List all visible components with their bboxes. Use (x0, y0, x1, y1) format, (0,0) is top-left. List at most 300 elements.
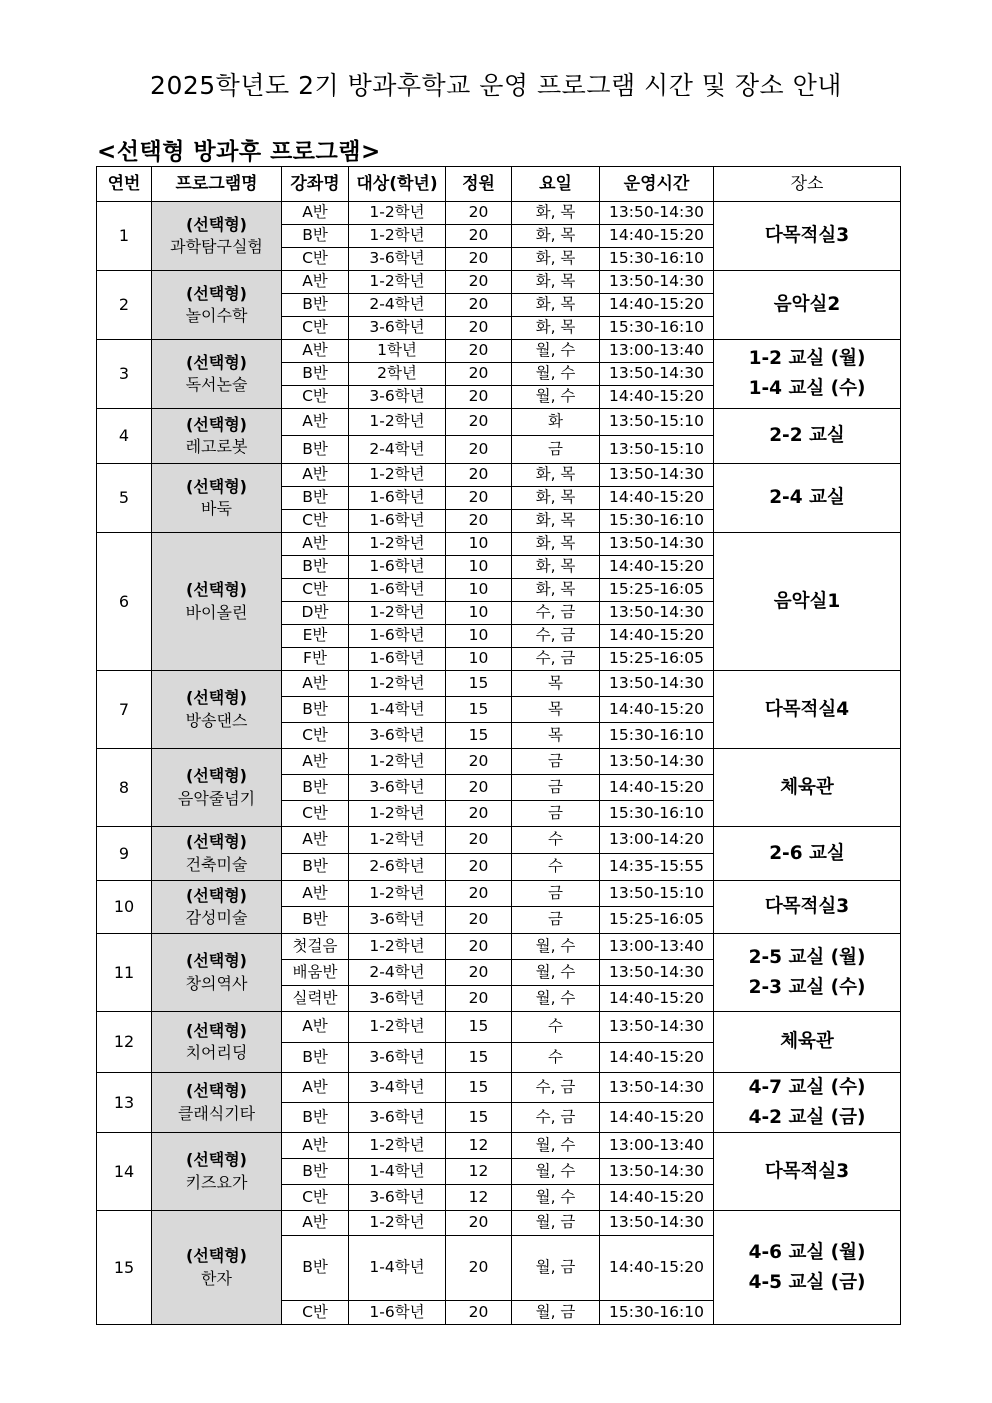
class-name-cell: C반 (282, 248, 349, 271)
capacity-cell: 20 (446, 827, 512, 854)
table-row (97, 409, 901, 436)
days-cell: 화, 목 (512, 579, 600, 602)
class-name-cell: C반 (282, 510, 349, 533)
class-name-cell: F반 (282, 648, 349, 671)
days-cell: 화, 목 (512, 248, 600, 271)
time-cell: 13:50-15:10 (600, 409, 714, 436)
class-name-cell: A반 (282, 464, 349, 487)
program-type-label: (선택형) (186, 1246, 247, 1266)
program-name-cell (152, 1012, 282, 1073)
days-cell: 월, 수 (512, 1159, 600, 1185)
program-number: 12 (97, 1012, 152, 1073)
class-name-cell: A반 (282, 1073, 349, 1103)
table-row (97, 1073, 901, 1103)
target-grade-cell: 1-2학년 (349, 934, 446, 960)
capacity-cell: 20 (446, 510, 512, 533)
program-name-cell (152, 827, 282, 881)
days-cell: 월, 수 (512, 986, 600, 1012)
capacity-cell: 20 (446, 202, 512, 225)
location-label: 2-4 교실 (769, 487, 845, 509)
class-name-cell: C반 (282, 801, 349, 827)
program-name: 키즈요가 (185, 1172, 248, 1192)
program-table (96, 166, 901, 1325)
days-cell: 화 (512, 409, 600, 436)
days-cell: 금 (512, 801, 600, 827)
days-cell: 화, 목 (512, 317, 600, 340)
location-cell (714, 934, 901, 1012)
program-name-cell (152, 1073, 282, 1133)
target-grade-cell: 2-4학년 (349, 294, 446, 317)
program-type-label: (선택형) (186, 951, 247, 971)
time-cell: 13:50-14:30 (600, 202, 714, 225)
table-row (97, 340, 901, 363)
days-cell: 월, 금 (512, 1211, 600, 1236)
location-cell (714, 533, 901, 671)
target-grade-cell: 1-2학년 (349, 202, 446, 225)
days-cell: 월, 수 (512, 363, 600, 386)
time-cell: 13:50-14:30 (600, 1012, 714, 1043)
time-cell: 13:50-14:30 (600, 363, 714, 386)
class-name-cell: B반 (282, 1159, 349, 1185)
time-cell: 15:30-16:10 (600, 317, 714, 340)
target-grade-cell: 1-4학년 (349, 697, 446, 723)
program-name-cell (152, 271, 282, 340)
program-type-label: (선택형) (186, 1150, 247, 1170)
capacity-cell: 20 (446, 775, 512, 801)
target-grade-cell: 3-6학년 (349, 775, 446, 801)
class-name-cell: A반 (282, 671, 349, 697)
program-type-label: (선택형) (186, 1081, 247, 1101)
location-label: 음악실1 (773, 590, 841, 612)
capacity-cell: 10 (446, 533, 512, 556)
time-cell: 14:40-15:20 (600, 1236, 714, 1301)
table-row (97, 271, 901, 294)
time-cell: 13:00-13:40 (600, 934, 714, 960)
program-name: 독서논술 (185, 375, 248, 394)
location-cell (714, 202, 901, 271)
days-cell: 화, 목 (512, 487, 600, 510)
class-name-cell: B반 (282, 363, 349, 386)
capacity-cell: 12 (446, 1159, 512, 1185)
target-grade-cell: 3-6학년 (349, 248, 446, 271)
program-number: 3 (97, 340, 152, 409)
target-grade-cell: 1-6학년 (349, 1301, 446, 1325)
target-grade-cell: 3-6학년 (349, 1185, 446, 1211)
location-label: 음악실2 (773, 294, 841, 316)
class-name-cell: C반 (282, 1301, 349, 1325)
capacity-cell: 20 (446, 986, 512, 1012)
location-label: 1-2 교실 (월) (748, 348, 866, 370)
time-cell: 13:50-14:30 (600, 271, 714, 294)
program-number: 7 (97, 671, 152, 749)
program-name-cell (152, 464, 282, 533)
class-name-cell: A반 (282, 881, 349, 907)
table-row (97, 202, 901, 225)
program-number: 11 (97, 934, 152, 1012)
class-name-cell: B반 (282, 294, 349, 317)
class-name-cell: A반 (282, 1012, 349, 1043)
target-grade-cell: 3-6학년 (349, 386, 446, 409)
target-grade-cell: 2-6학년 (349, 854, 446, 881)
target-grade-cell: 2-4학년 (349, 960, 446, 986)
location-cell (714, 340, 901, 409)
class-name-cell: D반 (282, 602, 349, 625)
class-name-cell: B반 (282, 1236, 349, 1301)
time-cell: 14:40-15:20 (600, 986, 714, 1012)
capacity-cell: 20 (446, 317, 512, 340)
time-cell: 15:25-16:05 (600, 579, 714, 602)
header-time: 운영시간 (600, 167, 714, 202)
time-cell: 15:30-16:10 (600, 801, 714, 827)
days-cell: 월, 금 (512, 1236, 600, 1301)
program-name: 과학탐구실험 (170, 237, 263, 256)
target-grade-cell: 3-6학년 (349, 723, 446, 749)
program-type-label: (선택형) (186, 214, 247, 234)
program-number: 15 (97, 1211, 152, 1325)
target-grade-cell: 3-6학년 (349, 907, 446, 934)
days-cell: 금 (512, 775, 600, 801)
time-cell: 14:40-15:20 (600, 225, 714, 248)
target-grade-cell: 3-6학년 (349, 986, 446, 1012)
class-name-cell: A반 (282, 827, 349, 854)
time-cell: 15:30-16:10 (600, 248, 714, 271)
capacity-cell: 10 (446, 648, 512, 671)
target-grade-cell: 1-4학년 (349, 1236, 446, 1301)
time-cell: 14:40-15:20 (600, 1185, 714, 1211)
time-cell: 13:50-14:30 (600, 464, 714, 487)
capacity-cell: 20 (446, 436, 512, 464)
days-cell: 화, 목 (512, 294, 600, 317)
target-grade-cell: 2-4학년 (349, 436, 446, 464)
capacity-cell: 15 (446, 671, 512, 697)
section-heading: <선택형 방과후 프로그램> (97, 139, 381, 165)
location-label: 4-6 교실 (월) (748, 1242, 866, 1264)
program-type-label: (선택형) (186, 766, 247, 786)
capacity-cell: 20 (446, 749, 512, 775)
capacity-cell: 20 (446, 907, 512, 934)
time-cell: 14:40-15:20 (600, 625, 714, 648)
target-grade-cell: 1학년 (349, 340, 446, 363)
location-cell (714, 409, 901, 464)
location-cell (714, 271, 901, 340)
program-name-cell (152, 533, 282, 671)
program-name: 건축미술 (185, 854, 248, 874)
location-cell (714, 1211, 901, 1325)
time-cell: 15:25-16:05 (600, 648, 714, 671)
header-target-grade: 대상(학년) (349, 167, 446, 202)
capacity-cell: 20 (446, 854, 512, 881)
capacity-cell: 20 (446, 960, 512, 986)
class-name-cell: A반 (282, 533, 349, 556)
time-cell: 13:50-14:30 (600, 1159, 714, 1185)
time-cell: 13:00-14:20 (600, 827, 714, 854)
time-cell: 13:50-15:10 (600, 881, 714, 907)
time-cell: 15:30-16:10 (600, 723, 714, 749)
header-days: 요일 (512, 167, 600, 202)
location-label: 체육관 (780, 1031, 834, 1053)
target-grade-cell: 1-2학년 (349, 1133, 446, 1159)
location-label: 다목적실3 (764, 1160, 850, 1182)
location-label: 다목적실4 (764, 698, 850, 720)
program-name-cell (152, 202, 282, 271)
capacity-cell: 20 (446, 248, 512, 271)
days-cell: 금 (512, 907, 600, 934)
capacity-cell: 20 (446, 1211, 512, 1236)
location-label: 4-2 교실 (금) (748, 1106, 866, 1128)
days-cell: 수 (512, 827, 600, 854)
header-capacity: 정원 (446, 167, 512, 202)
days-cell: 화, 목 (512, 202, 600, 225)
time-cell: 13:50-14:30 (600, 749, 714, 775)
location-label: 체육관 (780, 776, 834, 798)
header-program-name: 프로그램명 (152, 167, 282, 202)
location-label: 다목적실3 (764, 225, 850, 247)
class-name-cell: A반 (282, 409, 349, 436)
days-cell: 월, 수 (512, 960, 600, 986)
program-name-cell (152, 881, 282, 934)
capacity-cell: 10 (446, 556, 512, 579)
table-row (97, 533, 901, 556)
table-row (97, 749, 901, 775)
target-grade-cell: 1-2학년 (349, 881, 446, 907)
location-label: 2-2 교실 (769, 425, 845, 447)
target-grade-cell: 1-6학년 (349, 556, 446, 579)
days-cell: 월, 수 (512, 386, 600, 409)
page-title: 2025학년도 2기 방과후학교 운영 프로그램 시간 및 장소 안내 (150, 71, 842, 100)
class-name-cell: C반 (282, 386, 349, 409)
location-cell (714, 881, 901, 934)
days-cell: 금 (512, 881, 600, 907)
class-name-cell: B반 (282, 907, 349, 934)
program-number: 4 (97, 409, 152, 464)
program-type-label: (선택형) (186, 1020, 247, 1040)
target-grade-cell: 1-4학년 (349, 1159, 446, 1185)
capacity-cell: 15 (446, 1103, 512, 1133)
capacity-cell: 12 (446, 1133, 512, 1159)
days-cell: 수, 금 (512, 648, 600, 671)
capacity-cell: 20 (446, 340, 512, 363)
target-grade-cell: 1-2학년 (349, 271, 446, 294)
location-cell (714, 671, 901, 749)
program-type-label: (선택형) (186, 476, 247, 496)
capacity-cell: 20 (446, 881, 512, 907)
class-name-cell: B반 (282, 697, 349, 723)
time-cell: 13:50-14:30 (600, 1211, 714, 1236)
target-grade-cell: 1-6학년 (349, 648, 446, 671)
capacity-cell: 20 (446, 386, 512, 409)
program-type-label: (선택형) (186, 352, 247, 372)
class-name-cell: 배움반 (282, 960, 349, 986)
capacity-cell: 15 (446, 1043, 512, 1073)
time-cell: 15:30-16:10 (600, 1301, 714, 1325)
program-type-label: (선택형) (186, 688, 247, 708)
class-name-cell: B반 (282, 225, 349, 248)
location-cell (714, 1133, 901, 1211)
table-row (97, 671, 901, 697)
time-cell: 14:40-15:20 (600, 487, 714, 510)
class-name-cell: C반 (282, 723, 349, 749)
capacity-cell: 15 (446, 1012, 512, 1043)
time-cell: 13:50-14:30 (600, 1073, 714, 1103)
time-cell: 13:50-14:30 (600, 671, 714, 697)
class-name-cell: C반 (282, 317, 349, 340)
days-cell: 월, 수 (512, 1133, 600, 1159)
days-cell: 월, 수 (512, 1185, 600, 1211)
days-cell: 수, 금 (512, 1073, 600, 1103)
target-grade-cell: 1-2학년 (349, 671, 446, 697)
days-cell: 수 (512, 1043, 600, 1073)
program-name-cell (152, 749, 282, 827)
capacity-cell: 20 (446, 271, 512, 294)
days-cell: 수 (512, 1012, 600, 1043)
target-grade-cell: 2학년 (349, 363, 446, 386)
time-cell: 13:00-13:40 (600, 1133, 714, 1159)
program-name: 클래식기타 (177, 1103, 256, 1123)
days-cell: 화, 목 (512, 225, 600, 248)
location-cell (714, 827, 901, 881)
target-grade-cell: 1-2학년 (349, 602, 446, 625)
program-type-label: (선택형) (186, 832, 247, 852)
program-type-label: (선택형) (186, 414, 247, 434)
days-cell: 화, 목 (512, 271, 600, 294)
program-table-body (97, 202, 901, 1325)
target-grade-cell: 1-2학년 (349, 827, 446, 854)
time-cell: 15:30-16:10 (600, 510, 714, 533)
table-row (97, 827, 901, 854)
table-row (97, 1012, 901, 1043)
days-cell: 목 (512, 723, 600, 749)
days-cell: 월, 금 (512, 1301, 600, 1325)
class-name-cell: B반 (282, 1043, 349, 1073)
time-cell: 14:40-15:20 (600, 556, 714, 579)
days-cell: 수, 금 (512, 1103, 600, 1133)
program-name-cell (152, 409, 282, 464)
time-cell: 14:40-15:20 (600, 697, 714, 723)
target-grade-cell: 1-2학년 (349, 801, 446, 827)
class-name-cell: B반 (282, 556, 349, 579)
program-name: 방송댄스 (185, 710, 248, 730)
capacity-cell: 12 (446, 1185, 512, 1211)
time-cell: 14:40-15:20 (600, 1103, 714, 1133)
target-grade-cell: 3-6학년 (349, 317, 446, 340)
program-name: 창의역사 (185, 973, 248, 993)
target-grade-cell: 3-4학년 (349, 1073, 446, 1103)
program-number: 14 (97, 1133, 152, 1211)
time-cell: 15:25-16:05 (600, 907, 714, 934)
program-number: 13 (97, 1073, 152, 1133)
location-label: 4-5 교실 (금) (748, 1271, 866, 1293)
days-cell: 화, 목 (512, 510, 600, 533)
location-cell (714, 1073, 901, 1133)
header-location: 장소 (714, 167, 901, 202)
location-cell (714, 464, 901, 533)
target-grade-cell: 1-6학년 (349, 625, 446, 648)
location-cell (714, 1012, 901, 1073)
header-no: 연번 (97, 167, 152, 202)
class-name-cell: A반 (282, 340, 349, 363)
program-name-cell (152, 340, 282, 409)
table-row (97, 934, 901, 960)
capacity-cell: 20 (446, 464, 512, 487)
location-cell (714, 749, 901, 827)
target-grade-cell: 1-6학년 (349, 487, 446, 510)
time-cell: 14:40-15:20 (600, 1043, 714, 1073)
program-name: 바둑 (201, 499, 232, 518)
target-grade-cell: 1-2학년 (349, 409, 446, 436)
capacity-cell: 20 (446, 409, 512, 436)
program-number: 10 (97, 881, 152, 934)
table-row (97, 881, 901, 907)
capacity-cell: 10 (446, 602, 512, 625)
program-number: 2 (97, 271, 152, 340)
days-cell: 월, 수 (512, 340, 600, 363)
program-name-cell (152, 671, 282, 749)
days-cell: 수, 금 (512, 625, 600, 648)
target-grade-cell: 3-6학년 (349, 1103, 446, 1133)
program-number: 9 (97, 827, 152, 881)
time-cell: 13:00-13:40 (600, 340, 714, 363)
capacity-cell: 20 (446, 294, 512, 317)
class-name-cell: A반 (282, 1211, 349, 1236)
capacity-cell: 15 (446, 697, 512, 723)
target-grade-cell: 1-2학년 (349, 1012, 446, 1043)
target-grade-cell: 1-2학년 (349, 1211, 446, 1236)
class-name-cell: E반 (282, 625, 349, 648)
program-name: 놀이수학 (185, 306, 248, 325)
target-grade-cell: 1-6학년 (349, 510, 446, 533)
capacity-cell: 10 (446, 579, 512, 602)
table-row (97, 464, 901, 487)
capacity-cell: 20 (446, 1301, 512, 1325)
class-name-cell: A반 (282, 202, 349, 225)
days-cell: 금 (512, 749, 600, 775)
class-name-cell: 실력반 (282, 986, 349, 1012)
location-label: 2-3 교실 (수) (748, 976, 866, 998)
time-cell: 13:50-15:10 (600, 436, 714, 464)
class-name-cell: C반 (282, 1185, 349, 1211)
program-name-cell (152, 1211, 282, 1325)
target-grade-cell: 1-2학년 (349, 464, 446, 487)
time-cell: 14:40-15:20 (600, 294, 714, 317)
class-name-cell: B반 (282, 1103, 349, 1133)
target-grade-cell: 3-6학년 (349, 1043, 446, 1073)
days-cell: 목 (512, 671, 600, 697)
class-name-cell: B반 (282, 487, 349, 510)
table-row (97, 1211, 901, 1236)
target-grade-cell: 1-2학년 (349, 533, 446, 556)
program-type-label: (선택형) (186, 580, 247, 600)
target-grade-cell: 1-6학년 (349, 579, 446, 602)
time-cell: 14:35-15:55 (600, 854, 714, 881)
days-cell: 화, 목 (512, 533, 600, 556)
days-cell: 화, 목 (512, 464, 600, 487)
time-cell: 14:40-15:20 (600, 775, 714, 801)
class-name-cell: A반 (282, 1133, 349, 1159)
capacity-cell: 10 (446, 625, 512, 648)
capacity-cell: 15 (446, 1073, 512, 1103)
days-cell: 월, 수 (512, 934, 600, 960)
header-class-name: 강좌명 (282, 167, 349, 202)
program-name: 레고로봇 (185, 437, 248, 456)
target-grade-cell: 1-2학년 (349, 749, 446, 775)
capacity-cell: 20 (446, 225, 512, 248)
class-name-cell: B반 (282, 436, 349, 464)
class-name-cell: A반 (282, 749, 349, 775)
capacity-cell: 20 (446, 363, 512, 386)
table-header-row (97, 167, 901, 202)
days-cell: 금 (512, 436, 600, 464)
class-name-cell: C반 (282, 579, 349, 602)
